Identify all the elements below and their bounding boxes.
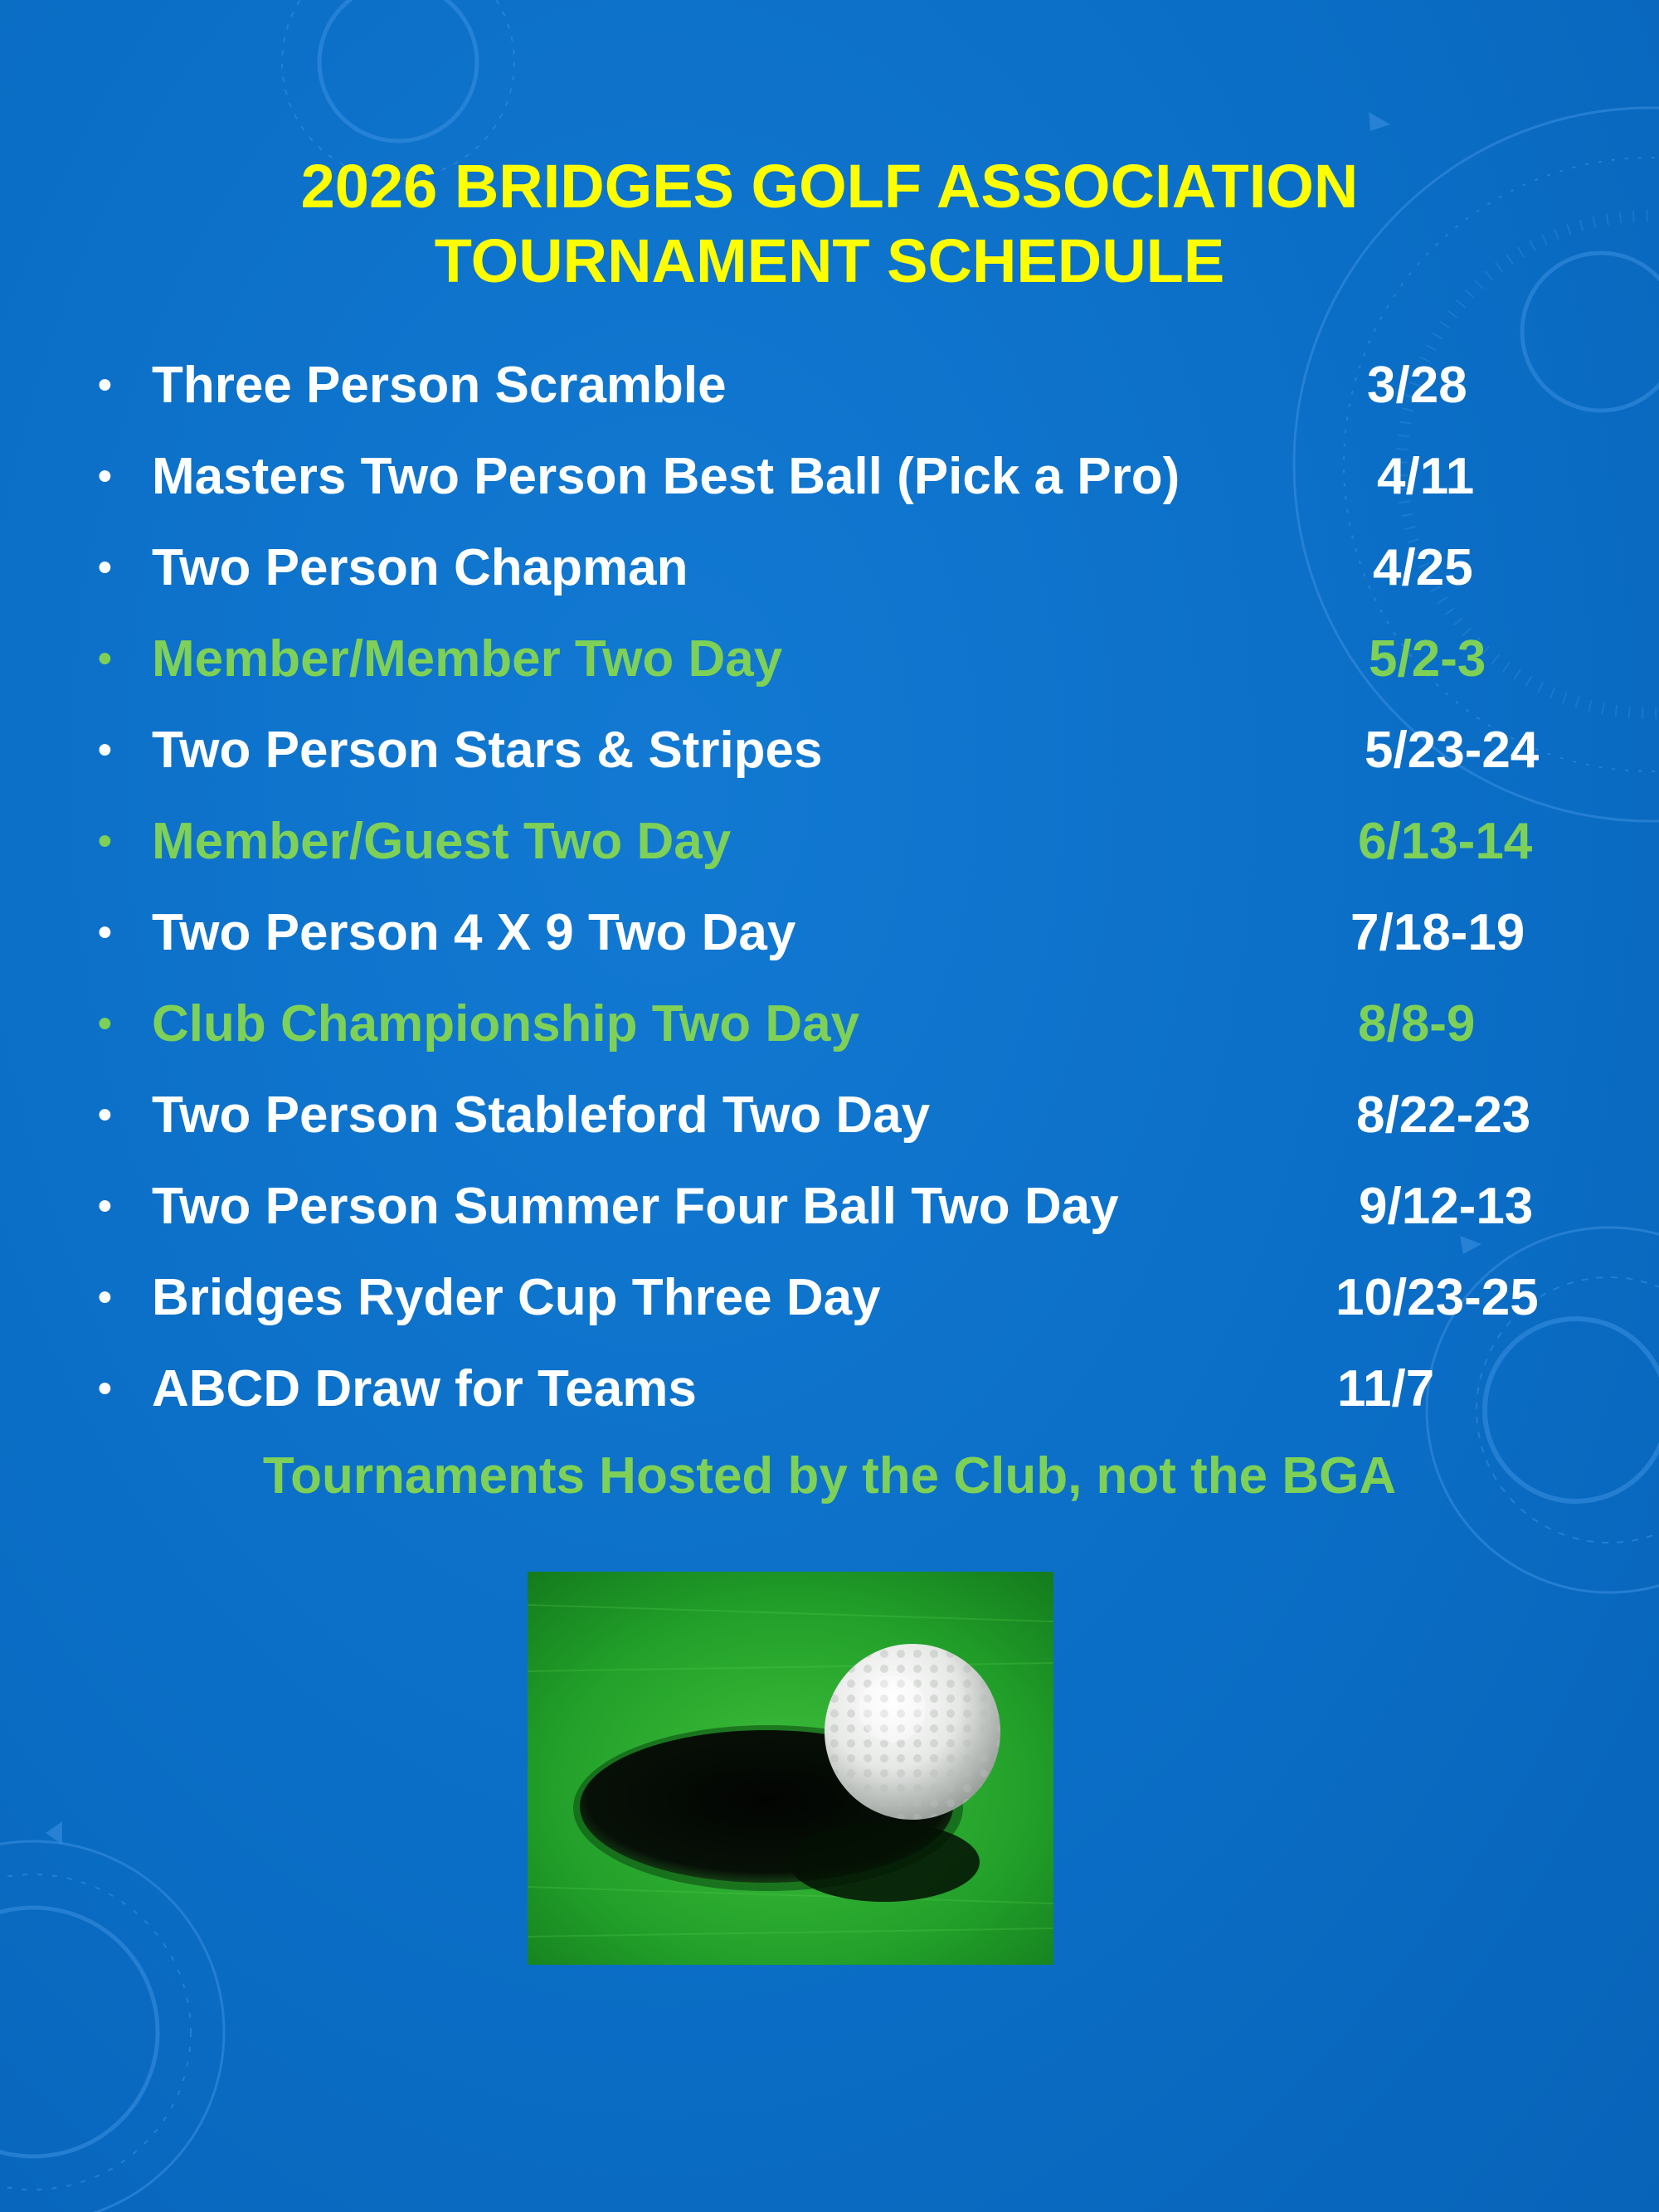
event-name: ABCD Draw for Teams	[152, 1360, 697, 1417]
event-name: Two Person Stableford Two Day	[152, 1087, 931, 1144]
bullet-icon: •	[98, 1002, 112, 1046]
list-item	[0, 805, 1659, 896]
bullet-icon: •	[98, 546, 112, 590]
event-name: Two Person 4 X 9 Two Day	[152, 904, 796, 961]
bullet-icon: •	[98, 1276, 112, 1320]
event-name: Club Championship Two Day	[152, 995, 860, 1053]
event-name: Member/Member Two Day	[152, 630, 783, 688]
event-date: 5/23-24	[1365, 722, 1540, 779]
event-date: 8/8-9	[1358, 995, 1476, 1053]
list-item	[0, 622, 1659, 713]
golf-ball-at-hole-icon	[528, 1572, 1053, 1965]
event-date: 5/2-3	[1369, 630, 1486, 688]
list-item	[0, 1169, 1659, 1261]
event-date: 9/12-13	[1359, 1178, 1534, 1235]
event-name: Bridges Ryder Cup Three Day	[152, 1269, 881, 1326]
list-item	[0, 896, 1659, 987]
event-date: 8/22-23	[1356, 1087, 1531, 1144]
title-line-1: 2026 BRIDGES GOLF ASSOCIATION	[300, 152, 1359, 221]
event-date: 3/28	[1367, 357, 1467, 414]
bullet-icon: •	[98, 455, 112, 498]
list-item	[0, 531, 1659, 622]
event-date: 6/13-14	[1358, 813, 1533, 870]
golf-ball-at-hole-photo	[528, 1572, 1053, 1965]
bullet-icon: •	[98, 637, 112, 681]
event-name: Two Person Chapman	[152, 539, 688, 596]
list-item	[0, 1352, 1659, 1443]
event-name: Member/Guest Two Day	[152, 813, 732, 870]
event-name: Two Person Stars & Stripes	[152, 722, 823, 779]
event-date: 4/25	[1373, 539, 1473, 596]
list-item	[0, 440, 1659, 531]
hosted-by-club-note: Tournaments Hosted by the Club, not the BGA	[262, 1447, 1397, 1505]
event-name: Two Person Summer Four Ball Two Day	[152, 1178, 1119, 1235]
bullet-icon: •	[98, 819, 112, 863]
event-date: 7/18-19	[1350, 904, 1525, 961]
bullet-icon: •	[98, 363, 112, 407]
bullet-icon: •	[98, 1093, 112, 1137]
event-date: 4/11	[1377, 448, 1475, 505]
event-name: Masters Two Person Best Ball (Pick a Pro)	[152, 448, 1180, 505]
title-line-2: TOURNAMENT SCHEDULE	[434, 226, 1225, 295]
bullet-icon: •	[98, 1184, 112, 1228]
event-date: 11/7	[1337, 1360, 1435, 1417]
bullet-icon: •	[98, 728, 112, 772]
page-title	[0, 149, 1659, 299]
bullet-icon: •	[98, 911, 112, 955]
list-item	[0, 348, 1659, 440]
list-item	[0, 1078, 1659, 1169]
list-item	[0, 987, 1659, 1078]
bullet-icon: •	[98, 1367, 112, 1411]
event-date: 10/23-25	[1335, 1269, 1539, 1326]
list-item	[0, 1261, 1659, 1352]
list-item	[0, 713, 1659, 805]
event-name: Three Person Scramble	[152, 357, 727, 414]
